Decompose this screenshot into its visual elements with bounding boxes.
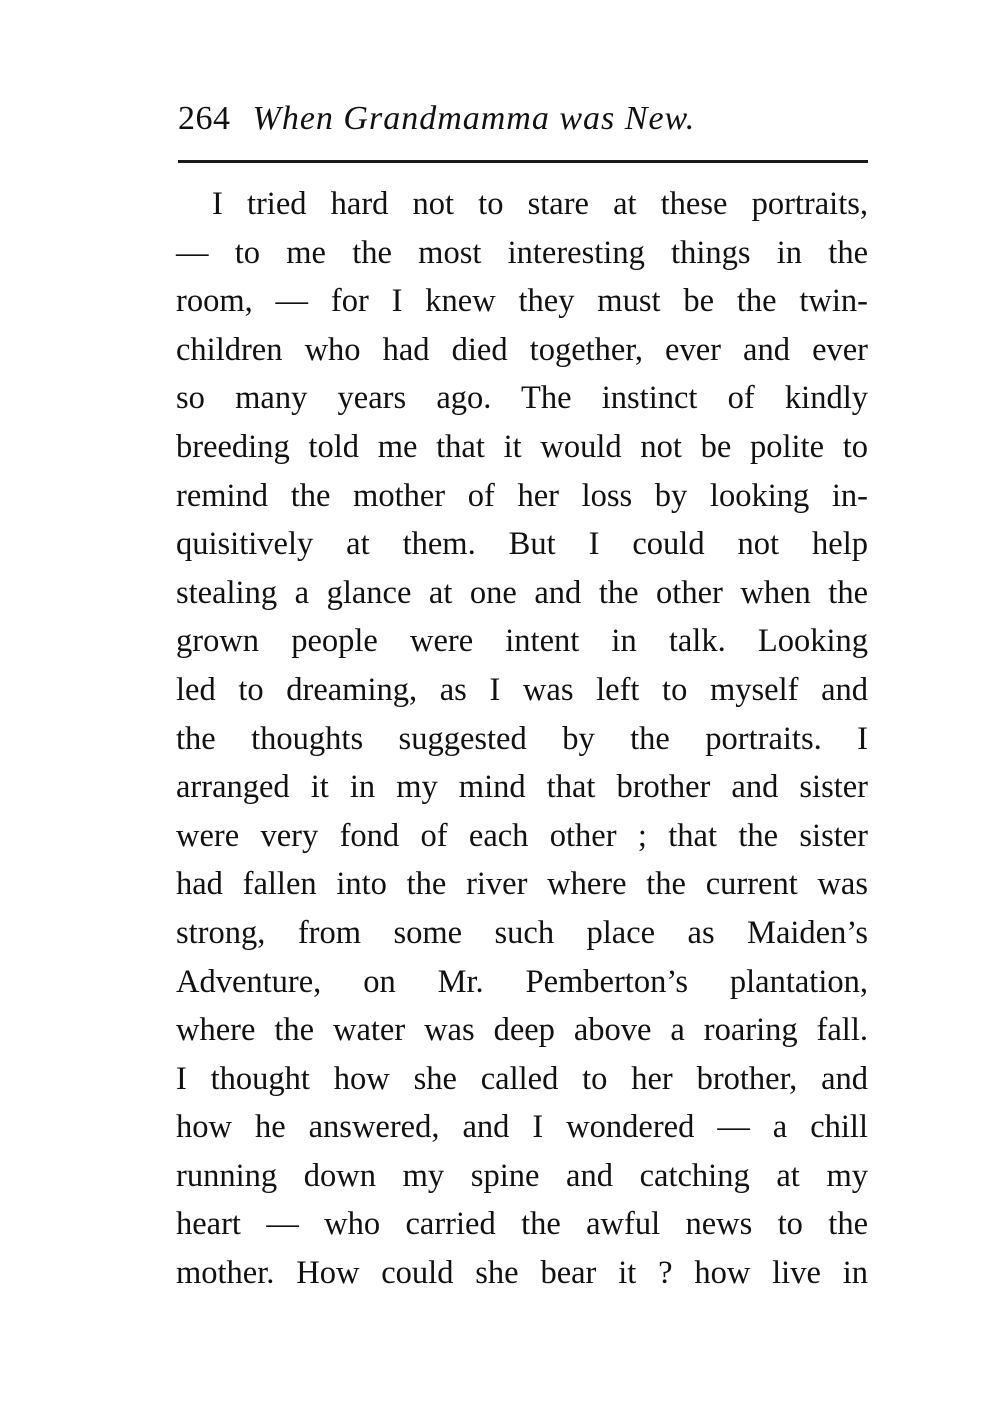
header-rule [178,160,868,163]
text-line: running down my spine and catching at my [176,1157,868,1194]
text-line: heart — who carried the awful news to the [176,1206,868,1243]
text-line: how he answered, and I wondered — a chill [176,1109,868,1146]
text-line: Adventure, on Mr. Pemberton’s plantation, [176,963,868,1000]
text-line: had fallen into the river where the current was [176,866,868,903]
text-line: I thought how she called to her brother, and [176,1060,868,1097]
page-number: 264 [178,100,231,137]
text-line: stealing a glance at one and the other when the [176,574,868,611]
text-line: — to me the most interesting things in the [176,234,868,271]
text-line: were very fond of each other ; that the sister [176,817,868,854]
text-line: children who had died together, ever and ever [176,331,868,368]
text-line: room, — for I knew they must be the twin- [176,283,868,320]
text-line: strong, from some such place as Maiden’s [176,914,868,951]
text-line: arranged it in my mind that brother and sister [176,769,868,806]
text-line: I tried hard not to stare at these portraits, [212,186,868,222]
text-line: the thoughts suggested by the portraits. I [176,720,868,757]
book-title: When Grandmamma was New. [252,100,696,137]
text-line: grown people were intent in talk. Looking [176,623,868,660]
text-line: where the water was deep above a roaring fall. [176,1012,868,1049]
text-line: quisitively at them. But I could not help [176,526,868,563]
running-head [178,100,878,144]
text-line: mother. How could she bear it ? how live in [176,1255,868,1292]
text-line: so many years ago. The instinct of kindly [176,380,868,417]
text-line: breeding told me that it would not be polite to [176,428,868,465]
text-line: led to dreaming, as I was left to myself and [176,671,868,708]
text-line: remind the mother of her loss by looking in- [176,477,868,514]
body-text [176,180,868,1298]
